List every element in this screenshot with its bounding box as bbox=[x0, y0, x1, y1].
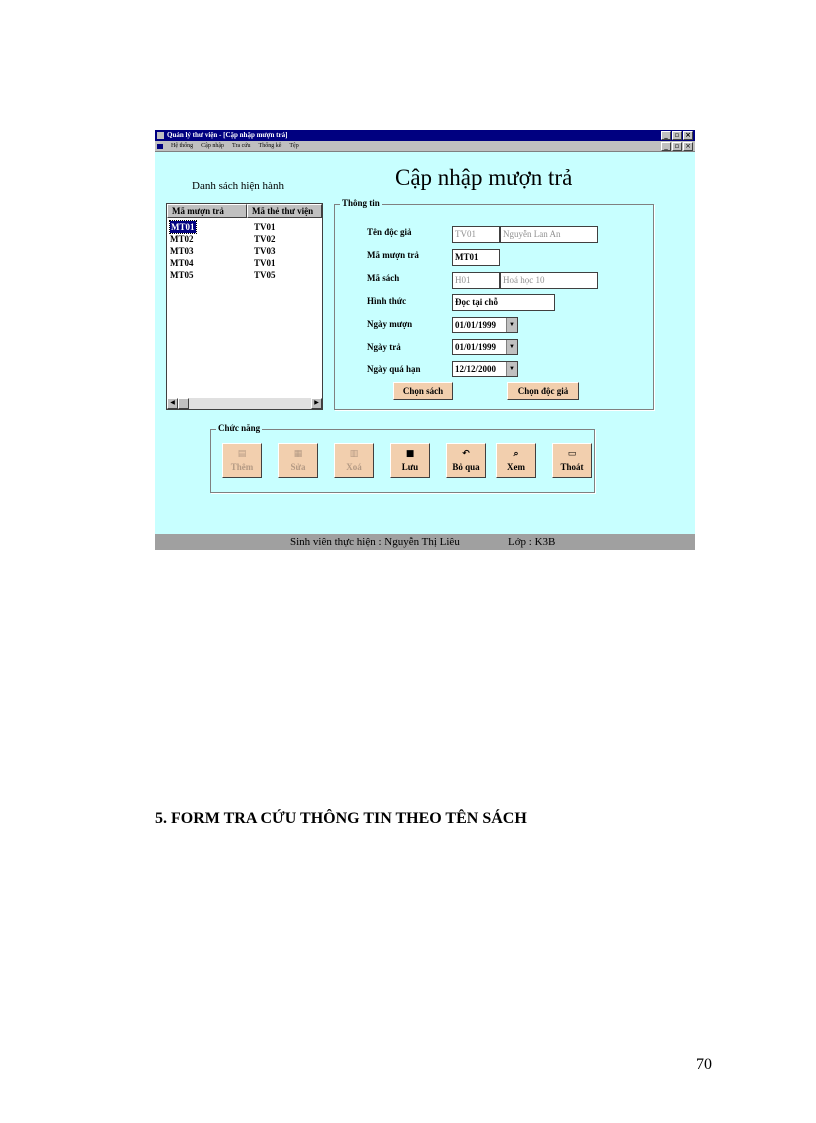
window-title: Quản lý thư viện - [Cập nhập mượn trả] bbox=[167, 131, 288, 139]
child-minimize-button[interactable]: _ bbox=[661, 142, 671, 151]
list-item[interactable] bbox=[169, 221, 322, 233]
menu-cap-nhap[interactable]: Cập nhập bbox=[201, 143, 224, 149]
return-date-label: Ngày trả bbox=[367, 342, 401, 352]
folder-icon: ▭ bbox=[567, 449, 577, 459]
cell-ma-muon-tra: MT04 bbox=[170, 258, 194, 268]
book-name-field[interactable]: Hoá học 10 bbox=[500, 272, 598, 289]
chevron-down-icon[interactable]: ▼ bbox=[506, 340, 517, 354]
app-icon bbox=[157, 132, 164, 139]
reader-name-field[interactable]: Nguyễn Lan An bbox=[500, 226, 598, 243]
list-item[interactable] bbox=[169, 257, 322, 269]
borrow-date-combo[interactable] bbox=[452, 317, 518, 333]
child-restore-button[interactable]: ▫ bbox=[672, 142, 682, 151]
cell-ma-muon-tra: MT05 bbox=[170, 270, 194, 280]
choose-book-button[interactable]: Chọn sách bbox=[393, 382, 453, 400]
add-icon: ▤ bbox=[237, 449, 247, 459]
menu-he-thong[interactable]: Hệ thống bbox=[171, 143, 194, 149]
delete-button[interactable]: ▥ Xoá bbox=[334, 443, 374, 478]
edit-icon: ▦ bbox=[293, 449, 303, 459]
save-button[interactable]: ■ Lưu bbox=[390, 443, 430, 478]
cell-ma-muon-tra: MT02 bbox=[170, 234, 194, 244]
edit-button[interactable]: ▦ Sửa bbox=[278, 443, 318, 478]
cell-ma-the: TV05 bbox=[254, 270, 276, 280]
overdue-date-value: 12/12/2000 bbox=[455, 364, 497, 374]
borrow-date-value: 01/01/1999 bbox=[455, 320, 497, 330]
list-item[interactable] bbox=[169, 233, 322, 245]
form-type-label: Hình thức bbox=[367, 296, 407, 306]
undo-icon: ↶ bbox=[462, 449, 470, 459]
document-icon bbox=[157, 144, 163, 149]
reader-code-field[interactable]: TV01 bbox=[452, 226, 500, 243]
loan-id-label: Mã mượn trả bbox=[367, 250, 419, 260]
exit-button[interactable]: ▭ Thoát bbox=[552, 443, 592, 478]
skip-button[interactable]: ↶ Bỏ qua bbox=[446, 443, 486, 478]
view-button[interactable]: ⌕ Xem bbox=[496, 443, 536, 478]
add-button[interactable]: ▤ Thêm bbox=[222, 443, 262, 478]
cell-ma-muon-tra: MT03 bbox=[170, 246, 194, 256]
floppy-disk-icon: ■ bbox=[405, 449, 415, 459]
form-type-field[interactable]: Đọc tại chỗ bbox=[452, 294, 555, 311]
return-date-value: 01/01/1999 bbox=[455, 342, 497, 352]
list-caption: Danh sách hiện hành bbox=[192, 180, 284, 192]
cell-ma-the: TV01 bbox=[254, 222, 276, 232]
magnifier-icon: ⌕ bbox=[513, 449, 519, 459]
functions-group-label: Chức năng bbox=[218, 423, 261, 433]
minimize-button[interactable]: _ bbox=[661, 131, 671, 140]
loan-id-field[interactable]: MT01 bbox=[452, 249, 500, 266]
list-item[interactable] bbox=[169, 245, 322, 257]
list-item[interactable] bbox=[169, 269, 322, 281]
book-id-label: Mã sách bbox=[367, 273, 400, 283]
child-close-button[interactable]: × bbox=[683, 142, 693, 151]
overdue-date-label: Ngày quá hạn bbox=[367, 364, 421, 374]
delete-icon: ▥ bbox=[349, 449, 359, 459]
column-header-ma-muon-tra[interactable]: Mã mượn trả bbox=[167, 204, 247, 218]
menu-bar bbox=[155, 141, 695, 152]
scroll-thumb[interactable] bbox=[178, 398, 189, 409]
section-heading: 5. FORM TRA CỨU THÔNG TIN THEO TÊN SÁCH bbox=[155, 810, 527, 827]
restore-button[interactable]: ▫ bbox=[672, 131, 682, 140]
cell-ma-muon-tra: MT01 bbox=[171, 222, 195, 232]
chevron-down-icon[interactable]: ▼ bbox=[506, 362, 517, 376]
choose-reader-button[interactable]: Chọn độc giả bbox=[507, 382, 579, 400]
cell-ma-the: TV01 bbox=[254, 258, 276, 268]
overdue-date-combo[interactable] bbox=[452, 361, 518, 377]
chevron-down-icon[interactable]: ▼ bbox=[506, 318, 517, 332]
menu-thong-ke[interactable]: Thống kê bbox=[258, 143, 282, 149]
menu-tra-cuu[interactable]: Tra cứu bbox=[232, 143, 251, 149]
close-button[interactable]: × bbox=[683, 131, 693, 140]
app-screenshot bbox=[155, 130, 695, 550]
scroll-left-icon[interactable]: ◀ bbox=[167, 398, 178, 409]
student-name: Sinh viên thực hiện : Nguyễn Thị Liêu bbox=[290, 536, 460, 548]
cell-ma-the: TV02 bbox=[254, 234, 276, 244]
menu-tep[interactable]: Tệp bbox=[289, 143, 299, 149]
record-list[interactable] bbox=[166, 203, 323, 410]
info-group-label: Thông tin bbox=[342, 198, 380, 208]
horizontal-scrollbar[interactable] bbox=[167, 398, 322, 409]
class-name: Lớp : K3B bbox=[508, 536, 556, 548]
scroll-right-icon[interactable]: ▶ bbox=[311, 398, 322, 409]
cell-ma-the: TV03 bbox=[254, 246, 276, 256]
return-date-combo[interactable] bbox=[452, 339, 518, 355]
book-code-field[interactable]: H01 bbox=[452, 272, 500, 289]
title-bar bbox=[155, 130, 695, 141]
column-header-ma-the[interactable]: Mã thẻ thư viện bbox=[247, 204, 322, 218]
page-number: 70 bbox=[696, 1056, 712, 1073]
borrow-date-label: Ngày mượn bbox=[367, 319, 413, 329]
form-title: Cập nhập mượn trả bbox=[395, 165, 573, 190]
reader-name-label: Tên độc giả bbox=[367, 227, 412, 237]
status-bar bbox=[155, 534, 695, 550]
